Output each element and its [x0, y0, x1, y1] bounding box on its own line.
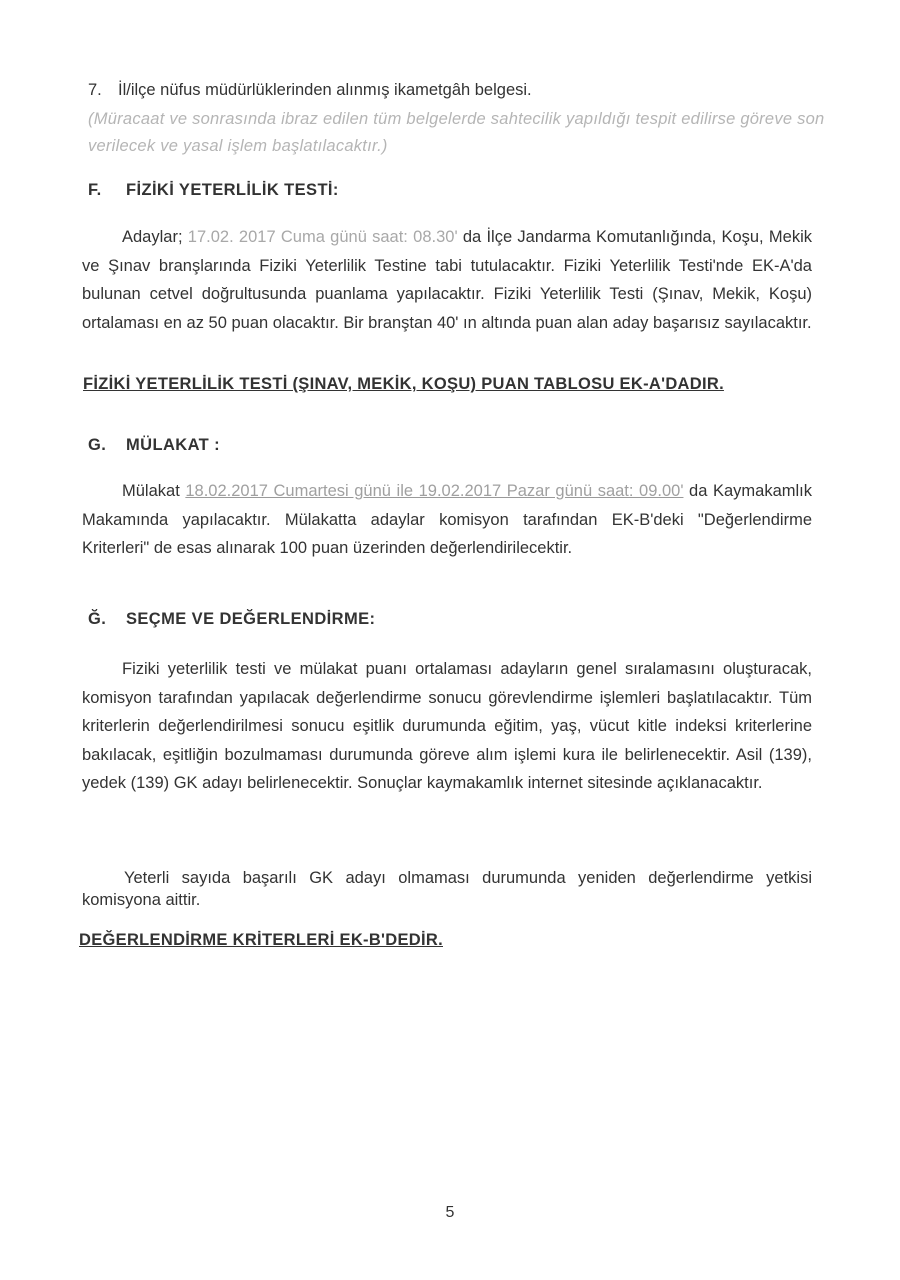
section-gg-paragraph-1: Fiziki yeterlilik testi ve mülakat puanı ortalaması adayların genel sıralamasını oluşturacak, komisyon tarafından yapılacak değerlendirme sonucu görevlendirme işlemleri başlatılacaktır. Tüm kriterlerin değerlendirilmesi sonucu eşitlik durumunda eğitim, yaş, vücut kitle indeksi kriterlerine bakılacak, eşitliğin bozulmaması durumunda göreve alım işlemi kura ile belirlenecektir. Asil (139), yedek (139) GK adayı belirlenecektir. Sonuçlar kaymakamlık internet sitesinde açıklanacaktır. — [82, 660, 812, 792]
section-f-heading — [88, 181, 339, 200]
body-text: da Kaymakamlık Makamında yapılacaktır. Mülakatta adaylar komisyon tarafından EK-B'deki "Değerlendirme Kriterleri" de esas alınarak 100 puan üzerinden değerlendirilecektir. — [82, 482, 812, 557]
section-gg-paragraph-2: Yeterli sayıda başarılı GK adayı olmaması durumunda yeniden değerlendirme yetkisi komisyona aittir. — [82, 869, 812, 909]
section-letter: F. — [88, 181, 102, 199]
test-date: 17.02. 2017 Cuma günü saat: 08.30' — [187, 228, 458, 246]
section-g-heading — [88, 436, 220, 455]
item-text: İl/ilçe nüfus müdürlüklerinden alınmış ikametgâh belgesi. — [118, 81, 532, 99]
section-title: SEÇME VE DEĞERLENDİRME: — [126, 610, 376, 628]
page-number: 5 — [445, 1204, 455, 1221]
section-f-paragraph — [82, 223, 812, 337]
section-f-annex-note: FİZİKİ YETERLİLİK TESTİ (ŞINAV, MEKİK, KOŞU) PUAN TABLOSU EK-A'DADIR. — [83, 375, 724, 393]
section-gg-heading — [88, 610, 375, 629]
section-letter: Ğ. — [88, 610, 107, 628]
intro-text: Adaylar; — [122, 228, 183, 246]
interview-date: 18.02.2017 Cumartesi günü ile 19.02.2017 Pazar günü saat: 09.00' — [185, 482, 684, 500]
section-title: FİZİKİ YETERLİLİK TESTİ: — [126, 181, 339, 199]
section-title: MÜLAKAT : — [126, 436, 221, 454]
body-text: da İlçe Jandarma Komutanlığında, Koşu, Mekik ve Şınav branşlarında Fiziki Yeterlilik Testine tabi tutulacaktır. Fiziki Yeterlilik Testi'nde EK-A'da bulunan cetvel doğrultusunda puanlama yapılacaktır. Fiziki Yeterlilik Testi (Şınav, Mekik, Koşu) ortalaması en az 50 puan olacaktır. Bir branştan 40' ın altında puan alan aday başarısız sayılacaktır. — [82, 228, 812, 332]
intro-text: Mülakat — [122, 482, 180, 500]
section-g-paragraph — [82, 477, 812, 563]
section-letter: G. — [88, 436, 107, 454]
list-item-7 — [88, 79, 828, 101]
item-number: 7. — [88, 81, 102, 99]
warning-note: (Müracaat ve sonrasında ibraz edilen tüm belgelerde sahtecilik yapıldığı tespit edilirse göreve son verilecek ve yasal işlem başlatılacaktır.) — [88, 110, 825, 155]
section-gg-annex-note: DEĞERLENDİRME KRİTERLERİ EK-B'DEDİR. — [79, 931, 443, 949]
